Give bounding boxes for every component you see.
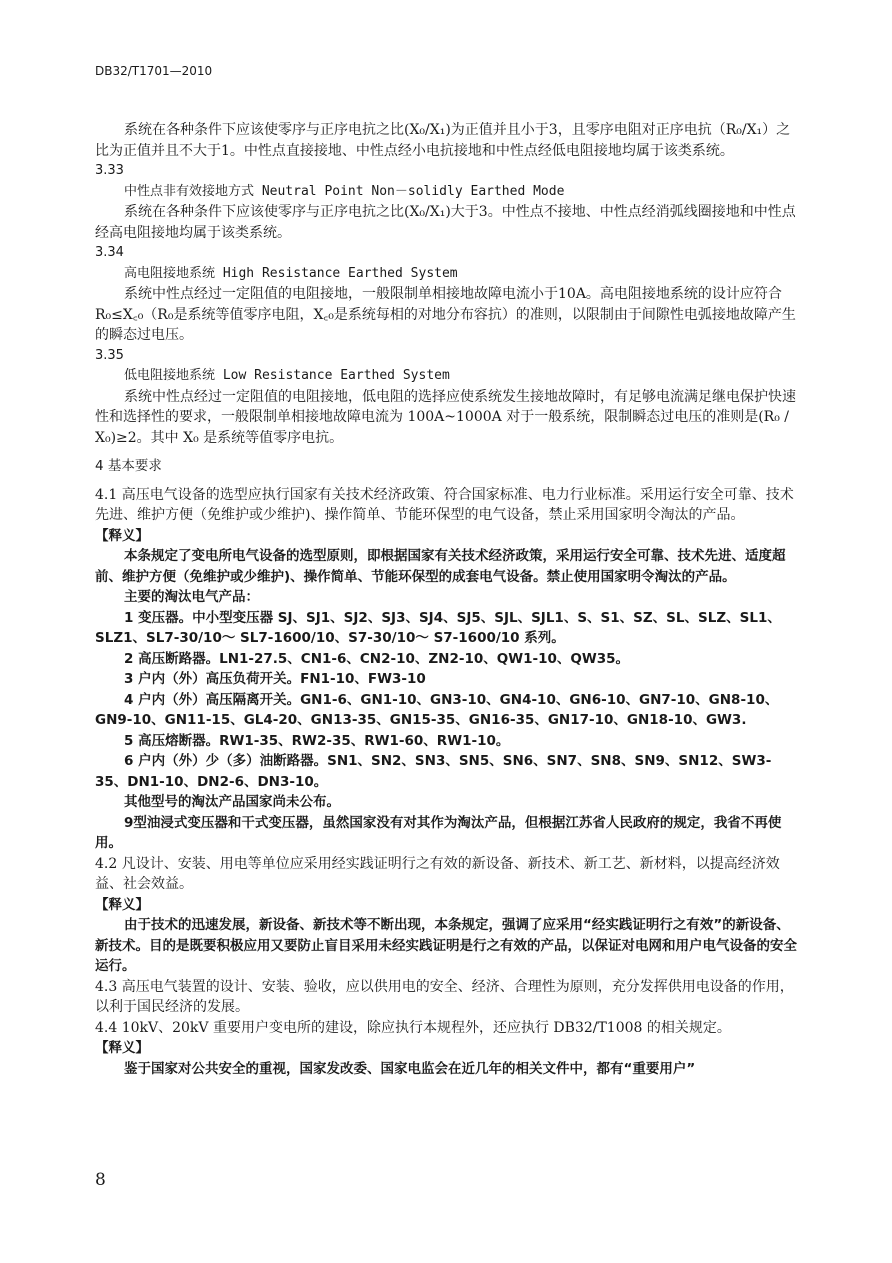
paragraph: 系统在各种条件下应该使零序与正序电抗之比(X₀/X₁)为正值并且小于3，且零序电阻对正序电抗（R₀/X₁）之比为正值并且不大于1。中性点直接接地、中性点经小电抗接地和中性点经低电阻接地均属于该类系统。: [95, 122, 791, 159]
document-body: [95, 120, 797, 1079]
document-header-id: DB32/T1701—2010: [95, 64, 213, 78]
paragraph: 本条规定了变电所电气设备的选型原则，即根据国家有关技术经济政策，采用运行安全可靠、技术先进、适度超前、维护方便（免维护或少维护)、操作简单、节能环保型的成套电气设备。禁止使用国家明令淘汰的产品。: [95, 548, 786, 585]
paragraph: 4 户内（外）高压隔离开关。GN1-6、GN1-10、GN3-10、GN4-10、GN6-10、GN7-10、GN8-10、GN9-10、GN11-15、GL4-20、GN13-35、GN15-35、GN16-35、GN17-10、GN18-10、GW3.: [95, 691, 779, 728]
paragraph: 4 基本要求: [95, 458, 162, 474]
paragraph: 2 高压断路器。LN1-27.5、CN1-6、CN2-10、ZN2-10、QW1-10、QW35。: [124, 650, 630, 667]
paragraph: 其他型号的淘汰产品国家尚未公布。: [124, 794, 340, 810]
paragraph: 4.2 凡设计、安装、用电等单位应采用经实践证明行之有效的新设备、新技术、新工艺、新材料，以提高经济效益、社会效益。: [95, 855, 780, 892]
paragraph: 系统中性点经过一定阻值的电阻接地，低电阻的选择应使系统发生接地故障时，有足够电流满足继电保护快速性和选择性的要求，一般限制单相接地故障电流为 100A~1000A 对于一般系统，限制瞬态过电压的准则是(R₀ / X₀)≥2。其中 X₀ 是系统等值零序电抗。: [95, 388, 796, 446]
paragraph: 系统中性点经过一定阻值的电阻接地，一般限制单相接地故障电流小于10A。高电阻接地系统的设计应符合R₀≤X꜀₀（R₀是系统等值零序电阻，X꜀₀是系统每相的对地分布容抗）的准则，以限制由于间隙性电弧接地故障产生的瞬态过电压。: [95, 286, 796, 343]
paragraph: 3 户内（外）高压负荷开关。FN1-10、FW3-10: [124, 671, 426, 687]
paragraph: 高电阻接地系统 High Resistance Earthed System: [124, 265, 458, 281]
paragraph: 【释义】: [95, 527, 149, 544]
paragraph: 3.35: [95, 347, 124, 363]
page-number: 8: [95, 1170, 106, 1190]
paragraph: 中性点非有效接地方式 Neutral Point Non－solidly Earthed Mode: [124, 183, 565, 199]
paragraph: 低电阻接地系统 Low Resistance Earthed System: [124, 368, 450, 383]
paragraph: 【释义】: [95, 1040, 149, 1056]
paragraph: 由于技术的迅速发展，新设备、新技术等不断出现，本条规定，强调了应采用“经实践证明行之有效”的新设备、新技术。目的是既要积极应用又要防止盲目采用未经实践证明是行之有效的产品，以保证对电网和用户电气设备的安全运行。: [95, 917, 797, 974]
paragraph: 主要的淘汰电气产品：: [124, 589, 259, 605]
paragraph: 3.34: [95, 245, 124, 260]
paragraph: 【释义】: [95, 896, 149, 913]
paragraph: 4.1 高压电气设备的选型应执行国家有关技术经济政策、符合国家标准、电力行业标准。采用运行安全可靠、技术先进、维护方便（免维护或少维护)、操作简单、节能环保型的电气设备，禁止采用国家明令淘汰的产品。: [95, 486, 794, 523]
paragraph: 3.33: [95, 163, 124, 178]
paragraph: 5 高压熔断器。RW1-35、RW2-35、RW1-60、RW1-10。: [124, 732, 510, 749]
paragraph: 6 户内（外）少（多）油断路器。SN1、SN2、SN3、SN5、SN6、SN7、SN8、SN9、SN12、SW3-35、DN1-10、DN2-6、DN3-10。: [95, 753, 772, 790]
paragraph: 系统在各种条件下应该使零序与正序电抗之比(X₀/X₁)大于3。中性点不接地、中性点经消弧线圈接地和中性点经高电阻接地均属于该类系统。: [95, 204, 796, 241]
paragraph: 9型油浸式变压器和干式变压器，虽然国家没有对其作为淘汰产品，但根据江苏省人民政府的规定，我省不再使用。: [95, 814, 782, 851]
paragraph: 鉴于国家对公共安全的重视，国家发改委、国家电监会在近几年的相关文件中，都有“重要用户”: [124, 1060, 696, 1077]
paragraph: 4.3 高压电气装置的设计、安装、验收，应以供用电的安全、经济、合理性为原则，充分发挥供用电设备的作用，以利于国民经济的发展。: [95, 978, 794, 1015]
paragraph: 1 变压器。中小型变压器 SJ、SJ1、SJ2、SJ3、SJ4、SJ5、SJL、SJL1、S、S1、SZ、SL、SLZ、SL1、SLZ1、SL7-30/10～ SL7-1600/10、S7-30/10～ S7-1600/10 系列。: [95, 609, 781, 646]
paragraph: 4.4 10kV、20kV 重要用户变电所的建设，除应执行本规程外，还应执行 DB32/T1008 的相关规定。: [95, 1019, 731, 1036]
